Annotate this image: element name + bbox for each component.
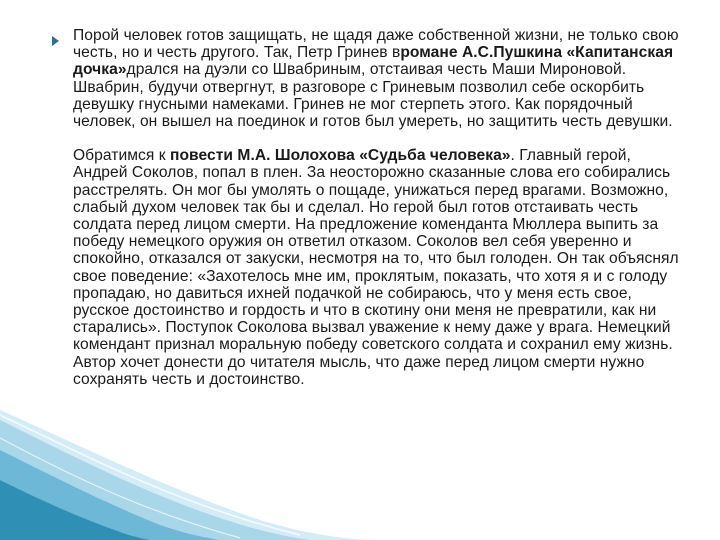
bullet-arrow-icon bbox=[52, 36, 59, 46]
paragraph-2-text-continued: . Главный герой, Андрей Соколов, попал в плен. За неосторожно сказанные слова его собирались расстрелять. Он мог бы умолять о пощаде, унижаться перед врагами. Возможно, слабый духом человек так бы и сделал. Но герой был готов отстаивать честь солдата перед лицом смерти. На предложение коменданта Мюллера выпить за победу немецкого оружия он ответил отказом. Соколов вел себя уверенно и спокойно, отказался от закуски, несмотря на то, что был голоден. Он так объяснял свое поведение: «Захотелось мне им, проклятым, показать, что хотя я и с голоду пропадаю, но давиться ихней подачкой не собираюсь, что у меня есть свое, русское достоинство и гордость и что в скотину они меня не превратили, как ни старались». Поступок Соколова вызвал уважение к нему даже у врага. Немецкий комендант признал моральную победу советского солдата и сохранил ему жизнь. Автор хочет донести до читателя мысль, что даже перед лицом смерти нужно сохранять честь и достоинство. bbox=[73, 147, 679, 388]
paragraph-2-bold-work-title: повести М.А. Шолохова «Судьба человека» bbox=[169, 147, 511, 165]
paragraph-sholokhov bbox=[73, 147, 685, 388]
paragraph-1-text: Порой человек готов защищать, не щадя даже собственной жизни, не только свою честь, но и честь другого. Так, Петр Гринев в bbox=[73, 27, 679, 62]
paragraph-pushkin bbox=[73, 27, 685, 130]
slide-text-block bbox=[73, 27, 685, 388]
paragraph-1-bold-work-title: романе А.С.Пушкина «Капитанская дочка» bbox=[73, 44, 674, 79]
paragraph-2-text: Обратимся к bbox=[73, 147, 166, 165]
paragraph-1-text-continued: дрался на дуэли со Швабриным, отстаивая честь Маши Мироновой. Швабрин, будучи отвергнут, в разговоре с Гриневым позволил себе оскорбить девушку гнусными намеками. Гринев не мог стерпеть этого. Как порядочный человек, он вышел на поединок и готов был умереть, но защитить честь девушки. bbox=[73, 61, 673, 131]
decorative-wave-footer bbox=[0, 410, 720, 540]
